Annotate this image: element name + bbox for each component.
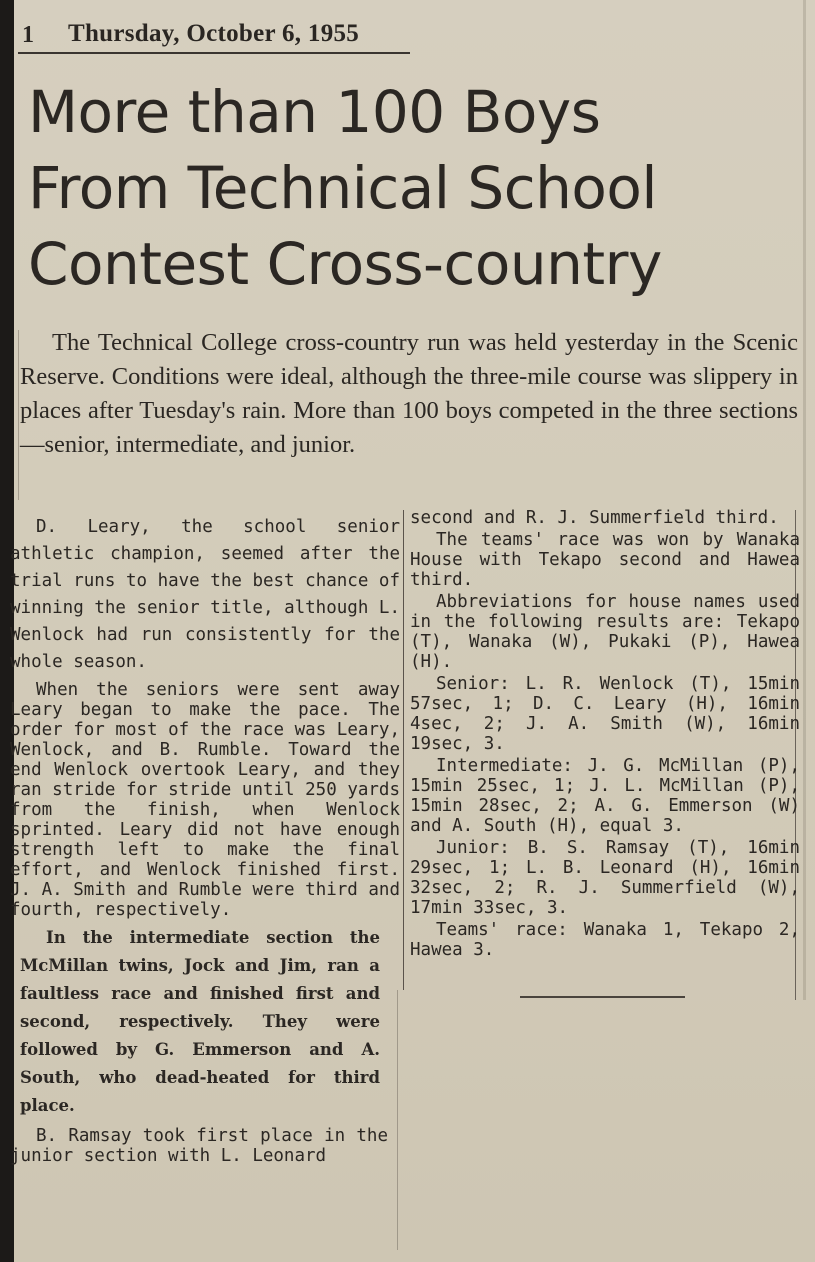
intro-paragraph (20, 326, 798, 462)
results-junior: Junior: B. S. Ramsay (T), 16min 29sec, 1; L. B. Leonard (H), 16min 32sec, 2; R. J. Summerfield (W), 17min 33sec, 3. (410, 838, 800, 918)
headline (28, 74, 788, 302)
paper-fold (803, 0, 806, 1000)
article-paragraph: B. Ramsay took first place in the junior section with L. Leonard (10, 1126, 388, 1166)
article-paragraph: The teams' race was won by Wanaka House with Tekapo second and Hawea third. (410, 530, 800, 590)
right-column (410, 508, 800, 962)
margin-rule (18, 330, 19, 500)
end-rule (520, 996, 685, 998)
left-column (10, 514, 400, 1166)
dateline (18, 14, 410, 54)
article-paragraph-bold: In the intermediate section the McMillan twins, Jock and Jim, ran a faultless race and finished first and second, respectively. They were followed by G. Emmerson and A. South, who dead-heated for third place. (20, 928, 380, 1115)
headline-line: Contest Cross-country (28, 230, 662, 298)
article-paragraph: Abbreviations for house names used in the following results are: Tekapo (T), Wanaka (W), Pukaki (P), Hawea (H). (410, 592, 800, 672)
results-teams: Teams' race: Wanaka 1, Tekapo 2, Hawea 3. (410, 920, 800, 960)
results-senior: Senior: L. R. Wenlock (T), 15min 57sec, 1; D. C. Leary (H), 16min 4sec, 2; J. A. Smith (W), 16min 19sec, 3. (410, 674, 800, 754)
publication-date: Thursday, October 6, 1955 (68, 20, 360, 47)
column-divider (403, 510, 404, 990)
article-paragraph: second and R. J. Summerfield third. (410, 508, 779, 528)
headline-line: From Technical School (28, 154, 657, 222)
article-paragraph: D. Leary, the school senior athletic champion, seemed after the trial runs to have the best chance of winning the senior title, although L. Wenlock had run consistently for the whole season. (10, 517, 400, 672)
results-intermediate: Intermediate: J. G. McMillan (P), 15min 25sec, 1; J. L. McMillan (P), 15min 28sec, 2; A. G. Emmerson (W) and A. South (H), equal 3. (410, 756, 800, 836)
article-paragraph: When the seniors were sent away Leary began to make the pace. The order for most of the race was Leary, Wenlock, and B. Rumble. Toward the end Wenlock overtook Leary, and they ran stride for stride until 250 yards from the finish, when Wenlock sprinted. Leary did not have enough strength left to make the final effort, and Wenlock finished first. J. A. Smith and Rumble were third and fourth, respectively. (10, 680, 400, 920)
headline-line: More than 100 Boys (28, 78, 601, 146)
page-number: 1 (22, 22, 34, 48)
intro-text: The Technical College cross-country run was held yesterday in the Scenic Reserve. Conditions were ideal, although the three-mile course was slippery in places after Tuesday's rain. More than 100 boys competed in the three sections—senior, intermediate, and junior. (20, 329, 798, 458)
